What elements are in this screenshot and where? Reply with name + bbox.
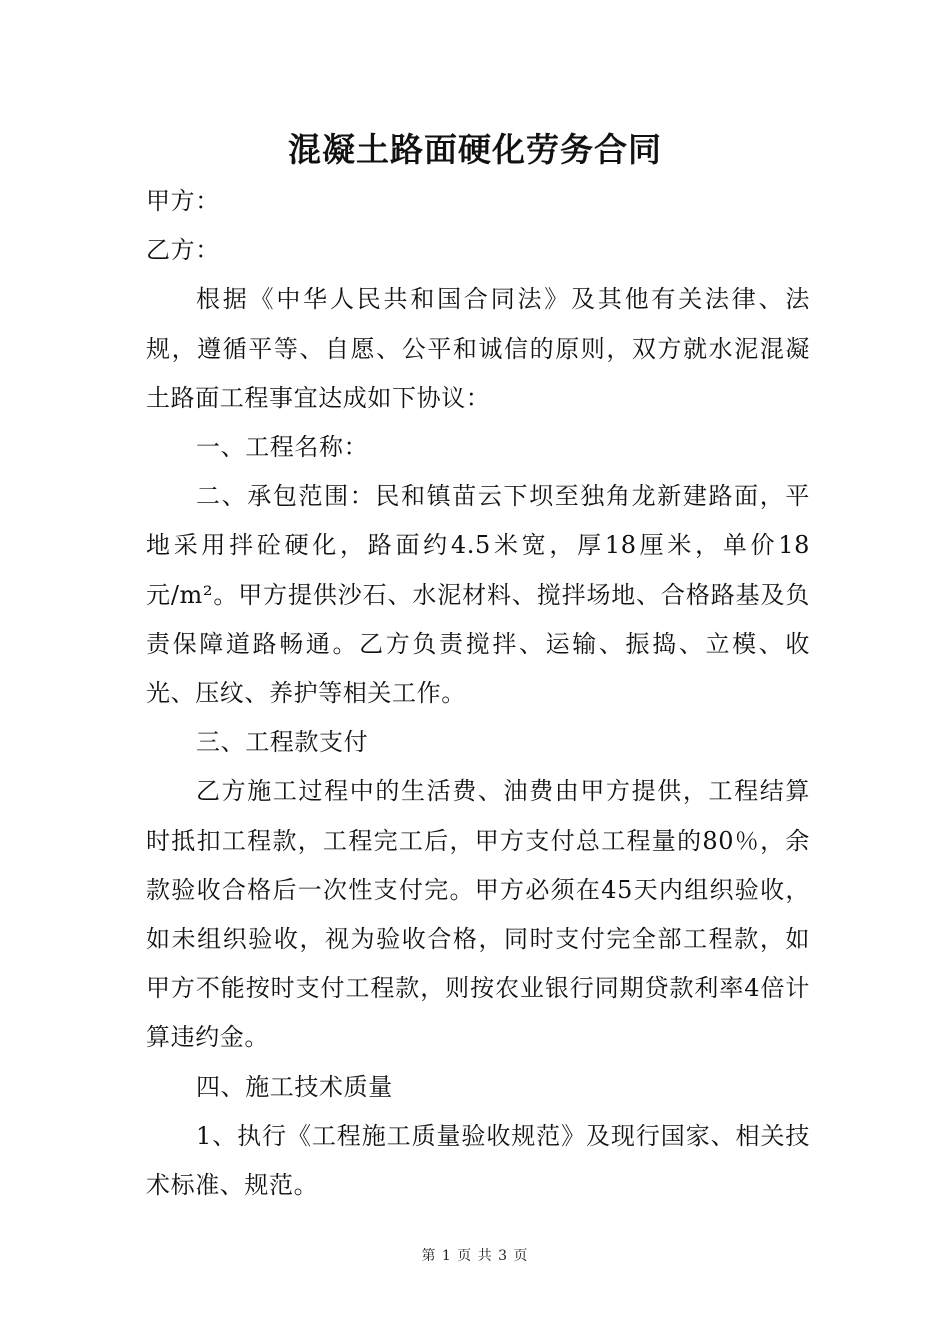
quality-clause-1: 1、执行《工程施工质量验收规范》及现行国家、相关技术标准、规范。 [146,1121,810,1200]
section-contract-scope: 二、承包范围：民和镇苗云下坝至独角龙新建路面，平地采用拌砼硬化，路面约4.5米宽，厚18厘米，单价18元/m²。甲方提供沙石、水泥材料、搅拌场地、合格路基及负责保障道路畅通。乙方负责搅拌、运输、振捣、立模、收光、压纹、养护等相关工作。 [146,482,810,708]
payment-terms-paragraph: 乙方施工过程中的生活费、油费由甲方提供，工程结算时抵扣工程款，工程完工后，甲方支付总工程量的80％，余款验收合格后一次性支付完。甲方必须在45天内组织验收，如未组织验收，视为验收合格，同时支付完全部工程款，如甲方不能按时支付工程款，则按农业银行同期贷款利率4倍计算违约金。 [146,777,810,1052]
page-footer: 第 1 页 共 3 页 [421,1248,529,1264]
party-b-line: 乙方： [146,236,220,265]
party-a-line: 甲方： [146,187,220,215]
document-title: 混凝土路面硬化劳务合同 [288,130,662,169]
section-payment-heading: 三、工程款支付 [196,728,369,757]
section-quality-heading: 四、施工技术质量 [196,1072,393,1101]
section-project-name: 一、工程名称： [196,433,369,462]
document-body [146,177,810,1210]
preamble-paragraph: 根据《中华人民共和国合同法》及其他有关法律、法规，遵循平等、自愿、公平和诚信的原则，双方就水泥混凝土路面工程事宜达成如下协议： [146,285,810,412]
